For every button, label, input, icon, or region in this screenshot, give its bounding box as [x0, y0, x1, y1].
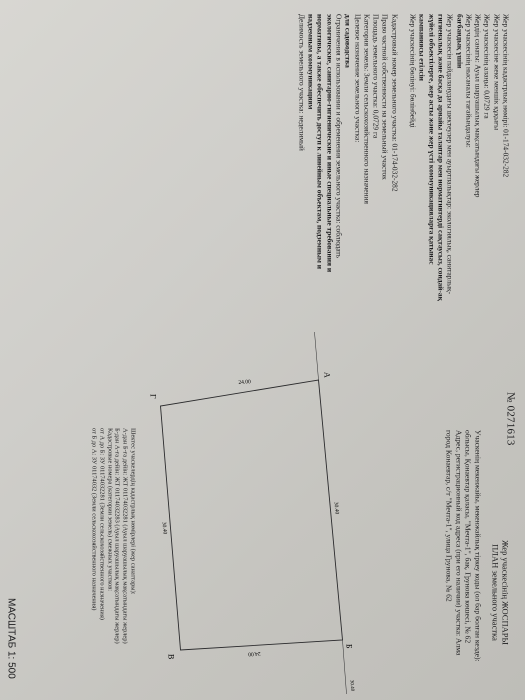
neighbor-line: Б-дан А-ға дейін: ЖТ 01174032283 (Ауыл шаруашылық мақсатындағы жерлер) — [113, 428, 121, 644]
russian-info-line: экологические, санитарно-гигиенические и иные специальные требования и — [325, 14, 335, 273]
neighbor-line: Кадастровые номера (категории земель) смежных участков: — [106, 428, 114, 592]
address-line: облысы, Қонаевтар қаласы, "Мечта-1", бақ. Грунова көшесі, № 62 — [463, 430, 473, 644]
address-block — [444, 430, 482, 695]
russian-info-line: Категория земель: Земли сельскохозяйственного назначения — [362, 14, 372, 204]
kazakh-info-line: бағбандық үшін — [455, 14, 465, 69]
neighbor-line: от А до Б: ЗУ 01174032281 (Земли сельскохозяйственного назначения) — [98, 428, 106, 620]
plot-outline — [161, 380, 343, 650]
kazakh-section — [408, 14, 510, 344]
kazakh-info-line: гигиеналық және басқа да арнайы талаптар мен нормативтерді сақтаусыз, сондай-ақ — [436, 14, 446, 301]
russian-info-line: нормативы, а также обеспечить доступ к линейным объектам, подземным и — [315, 14, 325, 269]
side-length-label: 30.40 — [332, 501, 340, 515]
russian-info-line: надземным коммуникациям — [306, 14, 316, 110]
plan-header — [444, 430, 510, 695]
plan-title-kz: Жер учаскесінің ЖОСПАРЫ — [500, 540, 511, 645]
side-length-label: 30.40 — [348, 679, 355, 692]
side-length-label: 24.00 — [238, 379, 251, 386]
point-label-v: В — [166, 654, 176, 660]
plot-plan-drawing — [147, 322, 357, 700]
plan-title-ru: ПЛАН земельного участка — [490, 544, 501, 641]
russian-section — [297, 14, 399, 344]
scale-label: МАСШТАБ 1: 500 — [5, 598, 17, 679]
neighbor-line: от Б до А: ЗУ 01174032 (Земли сельскохозяйственного назначения) — [90, 428, 98, 611]
neighbor-line: А-дан Б-ға дейін: ЖТ 01174032281 (Ауыл шаруашылық мақсатындағы жерлер) — [121, 428, 129, 644]
address-line: город Конаевтар, с/т "Мечта-1", улица Грунова, № 62 — [444, 430, 454, 602]
kazakh-info-line: Жер учаскесінің алаңы: 0,0729 га — [482, 14, 492, 119]
russian-info-line: Ограничения в использовании и обременения земельного участка: соблюдать — [334, 14, 344, 259]
point-label-a: А — [322, 372, 332, 378]
kazakh-info-line: Жердің санаты: Ауыл шаруашылық мақсатындағы жерлер — [473, 14, 483, 198]
extension-line — [315, 332, 319, 380]
kazakh-info-line: кампаниясы етілсін — [417, 14, 427, 81]
neighbor-line: Шектес учаскелердің кадастрлық нөмірлері (жер санаттары): — [129, 428, 137, 595]
kazakh-info-line: Жер учаскесінің бөлінуі: бөлінбейді — [408, 14, 418, 128]
russian-info-line: для садоводства — [343, 14, 353, 68]
neighbor-plots-block — [90, 428, 137, 696]
document-number: № 0271613 — [504, 392, 517, 446]
russian-info-line: Целевое назначение земельного участка: — [353, 14, 363, 143]
point-label-g: Г — [148, 394, 158, 399]
russian-info-line: Площадь земельного участка: 0,0729 га — [371, 14, 381, 139]
kazakh-info-line: Жер учаскесінің нысаналы тағайындалуы: — [464, 14, 474, 148]
kazakh-info-line: Жер учаскесін пайдаланудағы шектеулер мен ауыртпалықтар: экологиялық, санитарлық- — [445, 14, 455, 295]
point-label-b: Б — [344, 644, 354, 649]
kazakh-info-line: Жер учаскесіне жеке меншік құқығы — [492, 14, 502, 131]
plan-title — [491, 490, 511, 695]
address-line: Адрес, регистрационный код адреса (при его наличии) участка: Алма — [454, 430, 464, 656]
side-length-label: 30.40 — [160, 521, 168, 535]
russian-info-line: Делимость земельного участка: неделимый — [297, 14, 307, 151]
russian-info-line: Право частной собственности на земельный участок — [380, 14, 390, 180]
kazakh-info-line: жүйелі объектілерге, жер асты және жер үсті коммуникацияларға қатынас — [427, 14, 437, 265]
info-column — [297, 14, 511, 344]
russian-info-line: Кадастровый номер земельного участка: 01-174-032-282 — [390, 14, 400, 192]
kazakh-info-line: Жер учаскесінің кадастрлық нөмірі: 01-174-032-282 — [501, 14, 511, 178]
side-length-label: 24.00 — [248, 650, 261, 657]
address-line: Учаскенің мекенжайы, мекенжайлық тіркеу коды (ол бар болған кезде): — [473, 430, 483, 662]
